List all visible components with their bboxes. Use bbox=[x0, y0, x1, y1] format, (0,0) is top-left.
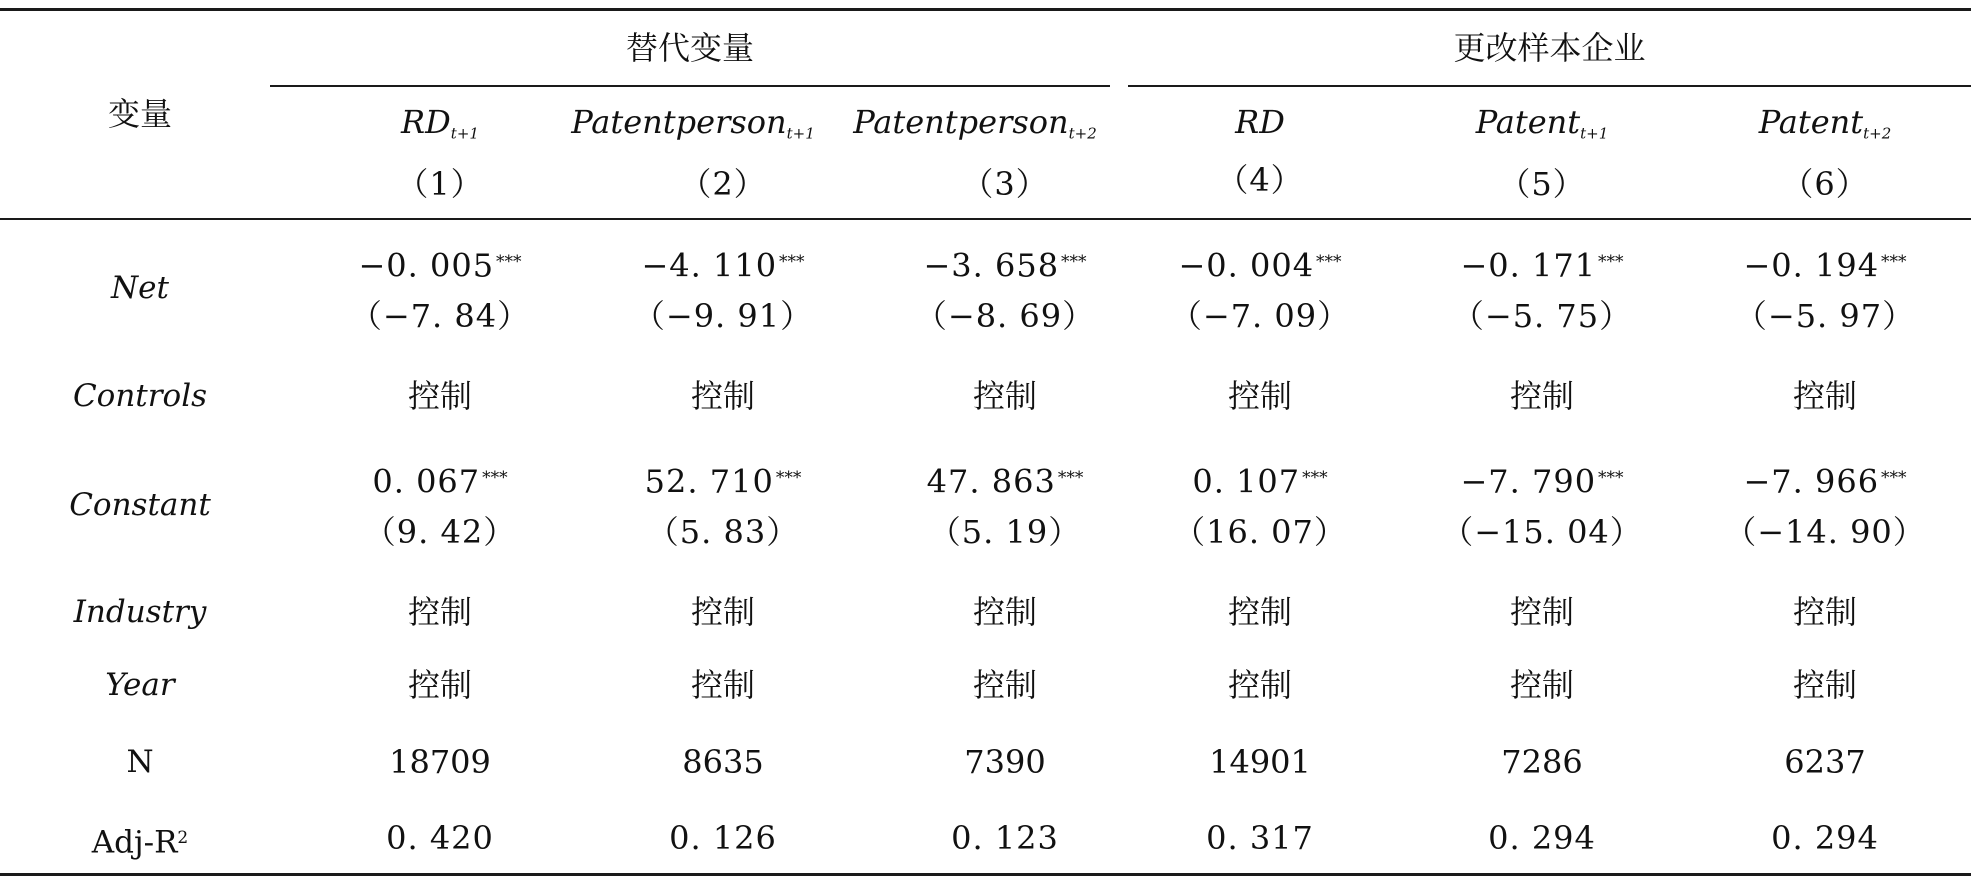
constant-coef-5: −7. 790 *** bbox=[1460, 462, 1624, 501]
group-header-substitute-variables: 替代变量 bbox=[625, 29, 754, 67]
net-coef-3: −3. 658 *** bbox=[923, 246, 1087, 285]
row-label-year: Year bbox=[105, 667, 175, 703]
adjr2-value-2: 0. 126 bbox=[669, 819, 777, 857]
net-tstat-4: （−7. 09） bbox=[1169, 297, 1351, 335]
controls-value-5: 控制 bbox=[1509, 377, 1574, 415]
table-bottom-rule bbox=[0, 873, 1971, 876]
column-header-2: Patentperson$_{t+1}$ bbox=[571, 103, 815, 143]
column-number-6: （6） bbox=[1781, 165, 1869, 203]
column-header-1: $RD_{t+1}$ bbox=[401, 103, 479, 143]
row-label-adj-r2: Adj-$R^2$ bbox=[91, 824, 189, 861]
adjr2-value-1: 0. 420 bbox=[386, 819, 494, 857]
constant-coef-6: −7. 966 *** bbox=[1743, 462, 1907, 501]
net-coef-5: −0. 171 *** bbox=[1460, 246, 1624, 285]
net-coef-6: −0. 194 *** bbox=[1743, 246, 1907, 285]
year-value-6: 控制 bbox=[1792, 666, 1857, 704]
controls-value-6: 控制 bbox=[1792, 377, 1857, 415]
constant-tstat-2: （5. 83） bbox=[646, 513, 800, 551]
industry-value-1: 控制 bbox=[407, 593, 472, 631]
net-tstat-1: （−7. 84） bbox=[349, 297, 531, 335]
column-header-3: Patentperson$_{t+2}$ bbox=[853, 103, 1097, 143]
row-label-industry: Industry bbox=[73, 594, 207, 630]
n-value-3: 7390 bbox=[964, 743, 1046, 781]
row-label-n: N bbox=[126, 744, 154, 780]
controls-value-1: 控制 bbox=[407, 377, 472, 415]
controls-value-4: 控制 bbox=[1227, 377, 1292, 415]
table-top-rule bbox=[0, 8, 1971, 11]
constant-tstat-1: （9. 42） bbox=[363, 513, 517, 551]
n-value-5: 7286 bbox=[1501, 743, 1583, 781]
adjr2-value-6: 0. 294 bbox=[1771, 819, 1879, 857]
row-label-net: Net bbox=[111, 270, 169, 306]
group-header-changed-sample: 更改样本企业 bbox=[1453, 29, 1646, 67]
row-label-constant: Constant bbox=[69, 487, 211, 523]
n-value-4: 14901 bbox=[1209, 743, 1311, 781]
controls-value-2: 控制 bbox=[690, 377, 755, 415]
net-tstat-3: （−8. 69） bbox=[914, 297, 1096, 335]
n-value-2: 8635 bbox=[682, 743, 764, 781]
net-tstat-6: （−5. 97） bbox=[1734, 297, 1916, 335]
net-tstat-2: （−9. 91） bbox=[632, 297, 814, 335]
table-header-rule bbox=[0, 218, 1971, 220]
column-header-4: RD bbox=[1235, 103, 1285, 141]
corner-header: 变量 bbox=[107, 95, 172, 133]
industry-value-5: 控制 bbox=[1509, 593, 1574, 631]
industry-value-6: 控制 bbox=[1792, 593, 1857, 631]
row-label-controls: Controls bbox=[72, 378, 208, 414]
constant-coef-3: 47. 863 *** bbox=[926, 462, 1084, 501]
net-tstat-5: （−5. 75） bbox=[1451, 297, 1633, 335]
column-number-1: （1） bbox=[396, 165, 484, 203]
net-coef-2: −4. 110 *** bbox=[641, 246, 805, 285]
group-rule-substitute-variables bbox=[270, 85, 1110, 87]
adjr2-value-5: 0. 294 bbox=[1488, 819, 1596, 857]
year-value-3: 控制 bbox=[972, 666, 1037, 704]
constant-tstat-4: （16. 07） bbox=[1173, 513, 1347, 551]
industry-value-2: 控制 bbox=[690, 593, 755, 631]
adjr2-value-3: 0. 123 bbox=[951, 819, 1059, 857]
year-value-1: 控制 bbox=[407, 666, 472, 704]
column-header-6: Patent$_{t+2}$ bbox=[1758, 103, 1892, 143]
controls-value-3: 控制 bbox=[972, 377, 1037, 415]
industry-value-3: 控制 bbox=[972, 593, 1037, 631]
column-number-5: （5） bbox=[1498, 165, 1586, 203]
column-header-5: Patent$_{t+1}$ bbox=[1475, 103, 1609, 143]
constant-tstat-6: （−14. 90） bbox=[1724, 513, 1926, 551]
constant-coef-2: 52. 710 *** bbox=[644, 462, 802, 501]
year-value-2: 控制 bbox=[690, 666, 755, 704]
year-value-5: 控制 bbox=[1509, 666, 1574, 704]
group-rule-changed-sample bbox=[1128, 85, 1971, 87]
constant-tstat-5: （−15. 04） bbox=[1441, 513, 1643, 551]
net-coef-1: −0. 005 *** bbox=[358, 246, 522, 285]
net-coef-4: −0. 004 *** bbox=[1178, 246, 1342, 285]
constant-tstat-3: （5. 19） bbox=[928, 513, 1082, 551]
constant-coef-4: 0. 107 *** bbox=[1192, 462, 1328, 501]
column-number-2: （2） bbox=[679, 165, 767, 203]
year-value-4: 控制 bbox=[1227, 666, 1292, 704]
adjr2-value-4: 0. 317 bbox=[1206, 819, 1314, 857]
industry-value-4: 控制 bbox=[1227, 593, 1292, 631]
column-number-4: （4） bbox=[1216, 161, 1304, 199]
n-value-1: 18709 bbox=[389, 743, 491, 781]
constant-coef-1: 0. 067 *** bbox=[372, 462, 508, 501]
column-number-3: （3） bbox=[961, 165, 1049, 203]
n-value-6: 6237 bbox=[1784, 743, 1866, 781]
